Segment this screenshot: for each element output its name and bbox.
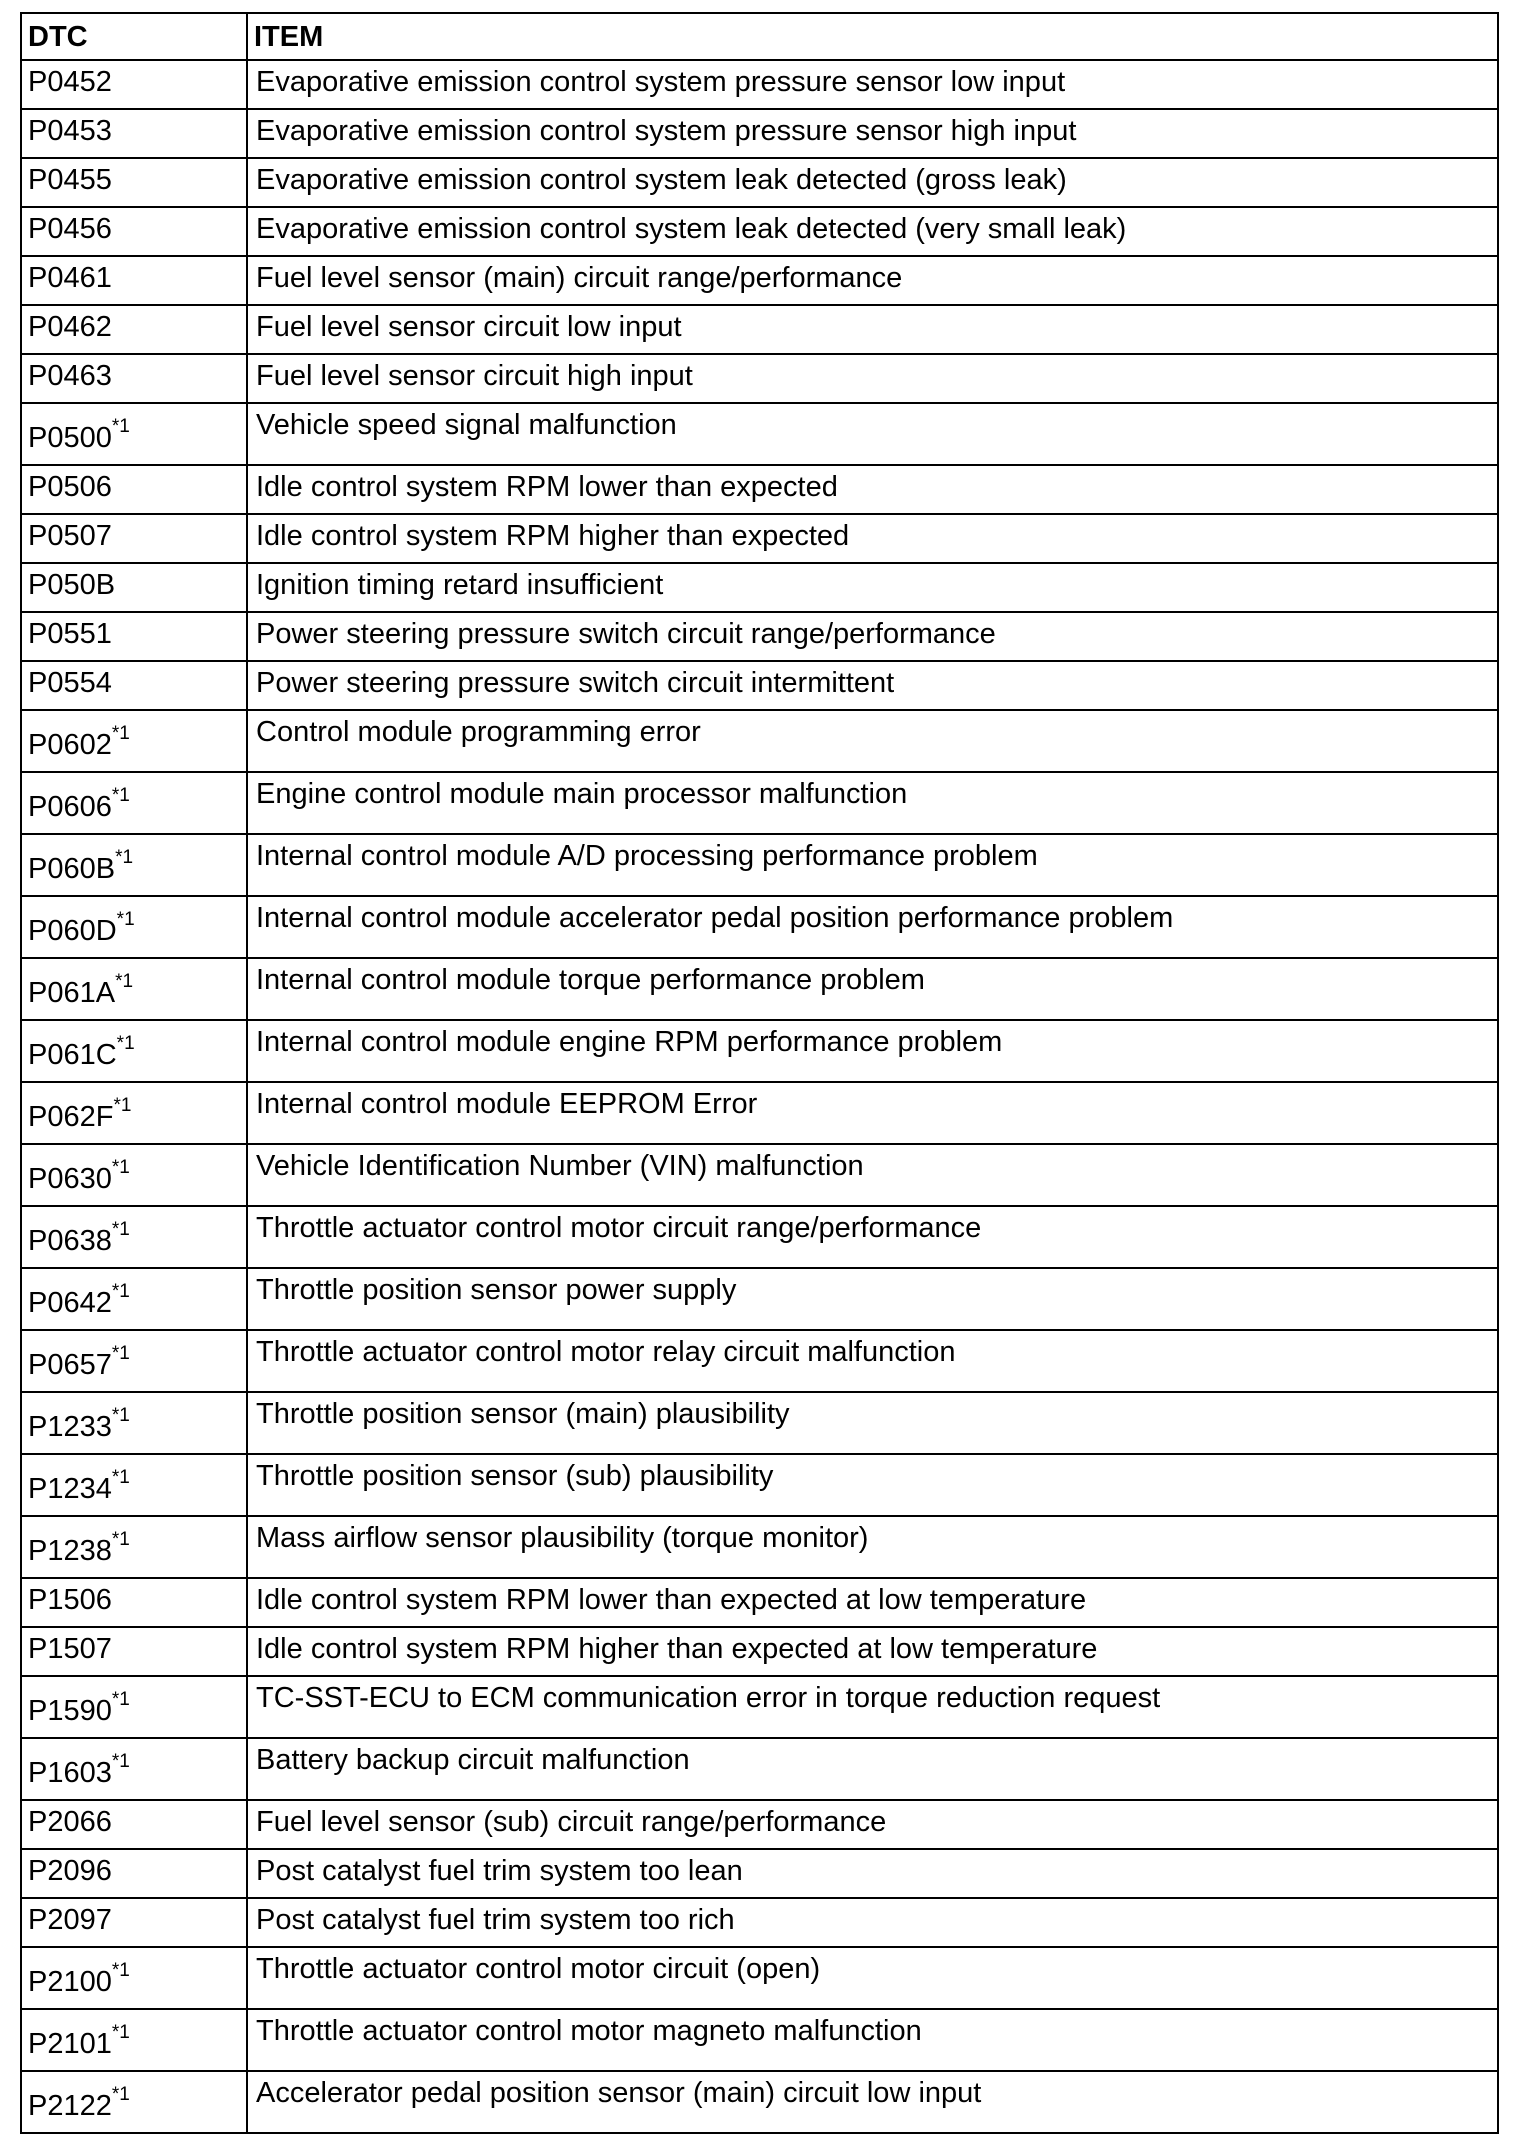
dtc-code-cell xyxy=(21,1020,247,1082)
dtc-code-cell xyxy=(21,1516,247,1578)
footnote-marker: *1 xyxy=(111,1751,130,1773)
dtc-item-cell xyxy=(247,1392,1498,1454)
dtc-code-cell xyxy=(21,1330,247,1392)
dtc-description: Idle control system RPM lower than expected at low temperature xyxy=(256,1584,1087,1616)
dtc-description: TC-SST-ECU to ECM communication error in torque reduction request xyxy=(256,1682,1161,1714)
table-row xyxy=(21,1849,1498,1898)
dtc-code-cell xyxy=(21,958,247,1020)
footnote-marker: *1 xyxy=(111,1689,130,1711)
dtc-description: Throttle position sensor power supply xyxy=(256,1274,737,1306)
table-row xyxy=(21,1020,1498,1082)
dtc-description: Battery backup circuit malfunction xyxy=(256,1744,690,1776)
dtc-description: Internal control module torque performance problem xyxy=(256,964,925,996)
table-row xyxy=(21,1578,1498,1627)
dtc-code: P0638 xyxy=(28,1225,112,1257)
dtc-code-cell xyxy=(21,305,247,354)
footnote-marker: *1 xyxy=(111,785,130,807)
dtc-code-cell xyxy=(21,465,247,514)
footnote-marker: *1 xyxy=(115,971,134,993)
dtc-code: P2122 xyxy=(28,2090,112,2122)
dtc-item-cell xyxy=(247,1947,1498,2009)
table-row xyxy=(21,1947,1498,2009)
dtc-code: P2066 xyxy=(28,1806,112,1838)
table-row xyxy=(21,958,1498,1020)
dtc-item-cell xyxy=(247,612,1498,661)
dtc-item-cell xyxy=(247,710,1498,772)
dtc-item-cell xyxy=(247,1516,1498,1578)
dtc-code: P0452 xyxy=(28,66,112,98)
dtc-description: Internal control module engine RPM performance problem xyxy=(256,1026,1003,1058)
dtc-code: P0657 xyxy=(28,1349,112,1381)
table-row xyxy=(21,1738,1498,1800)
dtc-item-cell xyxy=(247,60,1498,109)
dtc-description: Fuel level sensor (main) circuit range/performance xyxy=(256,262,903,294)
dtc-description: Post catalyst fuel trim system too lean xyxy=(256,1855,743,1887)
footnote-marker: *1 xyxy=(115,847,134,869)
table-row xyxy=(21,60,1498,109)
dtc-item-cell xyxy=(247,1578,1498,1627)
dtc-item-cell xyxy=(247,1020,1498,1082)
table-row xyxy=(21,834,1498,896)
dtc-code-cell xyxy=(21,158,247,207)
dtc-code: P061C xyxy=(28,1039,117,1071)
footnote-marker: *1 xyxy=(111,416,130,438)
dtc-description: Power steering pressure switch circuit intermittent xyxy=(256,667,895,699)
footnote-marker: *1 xyxy=(116,909,135,931)
footnote-marker: *1 xyxy=(111,2022,130,2044)
dtc-item-cell xyxy=(247,1849,1498,1898)
dtc-code-cell xyxy=(21,2009,247,2071)
table-row xyxy=(21,1268,1498,1330)
table-row xyxy=(21,158,1498,207)
dtc-code: P1234 xyxy=(28,1473,112,1505)
footnote-marker: *1 xyxy=(111,1405,130,1427)
dtc-code-cell xyxy=(21,403,247,465)
dtc-code: P1506 xyxy=(28,1584,112,1616)
dtc-code-cell xyxy=(21,1144,247,1206)
dtc-item-cell xyxy=(247,465,1498,514)
dtc-description: Internal control module accelerator pedal position performance problem xyxy=(256,902,1174,934)
dtc-item-cell xyxy=(247,1144,1498,1206)
dtc-code-cell xyxy=(21,1800,247,1849)
dtc-code: P0642 xyxy=(28,1287,112,1319)
table-row xyxy=(21,612,1498,661)
dtc-item-cell xyxy=(247,772,1498,834)
dtc-item-cell xyxy=(247,1268,1498,1330)
dtc-description: Throttle actuator control motor circuit (open) xyxy=(256,1953,821,1985)
footnote-marker: *1 xyxy=(111,1343,130,1365)
table-row xyxy=(21,1516,1498,1578)
dtc-description: Idle control system RPM higher than expected at low temperature xyxy=(256,1633,1098,1665)
dtc-item-cell xyxy=(247,1627,1498,1676)
dtc-code: P0602 xyxy=(28,729,112,761)
dtc-description: Fuel level sensor (sub) circuit range/performance xyxy=(256,1806,887,1838)
dtc-code-cell xyxy=(21,256,247,305)
dtc-item-cell xyxy=(247,1206,1498,1268)
table-row xyxy=(21,1800,1498,1849)
dtc-code: P0506 xyxy=(28,471,112,503)
dtc-item-cell xyxy=(247,958,1498,1020)
dtc-table xyxy=(20,12,1499,2134)
dtc-description: Idle control system RPM higher than expected xyxy=(256,520,850,552)
dtc-description: Ignition timing retard insufficient xyxy=(256,569,664,601)
dtc-code-cell xyxy=(21,514,247,563)
dtc-item-cell xyxy=(247,1738,1498,1800)
dtc-code-cell xyxy=(21,207,247,256)
dtc-code: P0453 xyxy=(28,115,112,147)
dtc-description: Evaporative emission control system leak detected (gross leak) xyxy=(256,164,1067,196)
dtc-code: P2096 xyxy=(28,1855,112,1887)
table-row xyxy=(21,2009,1498,2071)
dtc-item-cell xyxy=(247,256,1498,305)
dtc-code-cell xyxy=(21,834,247,896)
dtc-code: P1507 xyxy=(28,1633,112,1665)
table-row xyxy=(21,710,1498,772)
dtc-item-cell xyxy=(247,305,1498,354)
dtc-code-cell xyxy=(21,1738,247,1800)
dtc-item-cell xyxy=(247,354,1498,403)
footnote-marker: *1 xyxy=(111,723,130,745)
dtc-description: Fuel level sensor circuit low input xyxy=(256,311,682,343)
dtc-code: P0463 xyxy=(28,360,112,392)
table-row xyxy=(21,1627,1498,1676)
table-header-row xyxy=(21,13,1498,60)
dtc-code: P062F xyxy=(28,1101,114,1133)
dtc-item-cell xyxy=(247,896,1498,958)
dtc-description: Mass airflow sensor plausibility (torque monitor) xyxy=(256,1522,869,1554)
table-row xyxy=(21,772,1498,834)
dtc-item-cell xyxy=(247,563,1498,612)
footnote-marker: *1 xyxy=(111,1529,130,1551)
table-row xyxy=(21,1454,1498,1516)
dtc-code: P1233 xyxy=(28,1411,112,1443)
dtc-item-cell xyxy=(247,1676,1498,1738)
dtc-code: P0630 xyxy=(28,1163,112,1195)
dtc-item-cell xyxy=(247,207,1498,256)
dtc-code-cell xyxy=(21,1392,247,1454)
dtc-code-cell xyxy=(21,772,247,834)
table-row xyxy=(21,1898,1498,1947)
dtc-code: P0554 xyxy=(28,667,112,699)
dtc-description: Accelerator pedal position sensor (main) circuit low input xyxy=(256,2077,982,2109)
dtc-item-cell xyxy=(247,158,1498,207)
dtc-code: P060D xyxy=(28,915,117,947)
dtc-code: P060B xyxy=(28,853,116,885)
table-row xyxy=(21,896,1498,958)
dtc-code-cell xyxy=(21,1454,247,1516)
dtc-code: P0455 xyxy=(28,164,112,196)
dtc-code-cell xyxy=(21,1849,247,1898)
dtc-item-cell xyxy=(247,1454,1498,1516)
dtc-description: Post catalyst fuel trim system too rich xyxy=(256,1904,735,1936)
dtc-code: P0507 xyxy=(28,520,112,552)
dtc-item-cell xyxy=(247,1082,1498,1144)
dtc-description: Power steering pressure switch circuit range/performance xyxy=(256,618,996,650)
table-row xyxy=(21,661,1498,710)
dtc-code-cell xyxy=(21,1947,247,2009)
dtc-item-cell xyxy=(247,1330,1498,1392)
dtc-code-cell xyxy=(21,1898,247,1947)
dtc-code: P1603 xyxy=(28,1757,112,1789)
dtc-description: Vehicle Identification Number (VIN) malfunction xyxy=(256,1150,864,1182)
table-row xyxy=(21,256,1498,305)
dtc-item-cell xyxy=(247,2071,1498,2133)
dtc-code: P1590 xyxy=(28,1695,112,1727)
table-row xyxy=(21,207,1498,256)
table-row xyxy=(21,1392,1498,1454)
dtc-code: P2101 xyxy=(28,2028,112,2060)
column-header-item: ITEM xyxy=(247,13,1498,60)
dtc-code-cell xyxy=(21,1206,247,1268)
dtc-code: P2100 xyxy=(28,1966,112,1998)
footnote-marker: *1 xyxy=(111,1960,130,1982)
dtc-code-cell xyxy=(21,1578,247,1627)
dtc-code: P050B xyxy=(28,569,116,601)
dtc-code-cell xyxy=(21,896,247,958)
dtc-description: Internal control module A/D processing performance problem xyxy=(256,840,1038,872)
dtc-item-cell xyxy=(247,1800,1498,1849)
dtc-code-cell xyxy=(21,1082,247,1144)
dtc-code: P0551 xyxy=(28,618,112,650)
dtc-item-cell xyxy=(247,109,1498,158)
footnote-marker: *1 xyxy=(111,1281,130,1303)
table-row xyxy=(21,563,1498,612)
column-header-dtc: DTC xyxy=(21,13,247,60)
dtc-code: P0500 xyxy=(28,422,112,454)
table-row xyxy=(21,514,1498,563)
dtc-description: Throttle position sensor (main) plausibility xyxy=(256,1398,790,1430)
table-row xyxy=(21,1330,1498,1392)
dtc-code-cell xyxy=(21,2071,247,2133)
dtc-description: Idle control system RPM lower than expected xyxy=(256,471,838,503)
dtc-code: P0462 xyxy=(28,311,112,343)
table-row xyxy=(21,1082,1498,1144)
dtc-code: P061A xyxy=(28,977,116,1009)
footnote-marker: *1 xyxy=(111,2084,130,2106)
dtc-item-cell xyxy=(247,661,1498,710)
dtc-code-cell xyxy=(21,60,247,109)
dtc-description: Throttle actuator control motor relay circuit malfunction xyxy=(256,1336,956,1368)
dtc-description: Evaporative emission control system pressure sensor low input xyxy=(256,66,1066,98)
footnote-marker: *1 xyxy=(111,1157,130,1179)
dtc-description: Throttle actuator control motor circuit range/performance xyxy=(256,1212,982,1244)
table-row xyxy=(21,2071,1498,2133)
dtc-code-cell xyxy=(21,1627,247,1676)
dtc-item-cell xyxy=(247,1898,1498,1947)
dtc-code-cell xyxy=(21,710,247,772)
table-row xyxy=(21,1676,1498,1738)
dtc-description: Vehicle speed signal malfunction xyxy=(256,409,677,441)
dtc-code: P2097 xyxy=(28,1904,112,1936)
dtc-code: P0456 xyxy=(28,213,112,245)
dtc-description: Control module programming error xyxy=(256,716,701,748)
footnote-marker: *1 xyxy=(111,1467,130,1489)
footnote-marker: *1 xyxy=(111,1219,130,1241)
dtc-code: P0461 xyxy=(28,262,112,294)
dtc-description: Evaporative emission control system pressure sensor high input xyxy=(256,115,1077,147)
table-row xyxy=(21,1144,1498,1206)
table-row xyxy=(21,109,1498,158)
dtc-code: P0606 xyxy=(28,791,112,823)
dtc-item-cell xyxy=(247,514,1498,563)
footnote-marker: *1 xyxy=(113,1095,132,1117)
dtc-code-cell xyxy=(21,1268,247,1330)
dtc-code-cell xyxy=(21,661,247,710)
dtc-item-cell xyxy=(247,403,1498,465)
footnote-marker: *1 xyxy=(116,1033,135,1055)
dtc-description: Throttle position sensor (sub) plausibility xyxy=(256,1460,774,1492)
dtc-code-cell xyxy=(21,354,247,403)
dtc-description: Internal control module EEPROM Error xyxy=(256,1088,758,1120)
table-row xyxy=(21,403,1498,465)
dtc-code-cell xyxy=(21,612,247,661)
dtc-item-cell xyxy=(247,834,1498,896)
dtc-code-cell xyxy=(21,1676,247,1738)
dtc-description: Throttle actuator control motor magneto malfunction xyxy=(256,2015,922,2047)
table-body xyxy=(21,60,1498,2133)
dtc-item-cell xyxy=(247,2009,1498,2071)
table-row xyxy=(21,465,1498,514)
dtc-description: Engine control module main processor malfunction xyxy=(256,778,908,810)
dtc-code-cell xyxy=(21,563,247,612)
dtc-description: Fuel level sensor circuit high input xyxy=(256,360,693,392)
table-row xyxy=(21,354,1498,403)
dtc-code-cell xyxy=(21,109,247,158)
dtc-code: P1238 xyxy=(28,1535,112,1567)
table-row xyxy=(21,305,1498,354)
table-row xyxy=(21,1206,1498,1268)
dtc-description: Evaporative emission control system leak detected (very small leak) xyxy=(256,213,1127,245)
